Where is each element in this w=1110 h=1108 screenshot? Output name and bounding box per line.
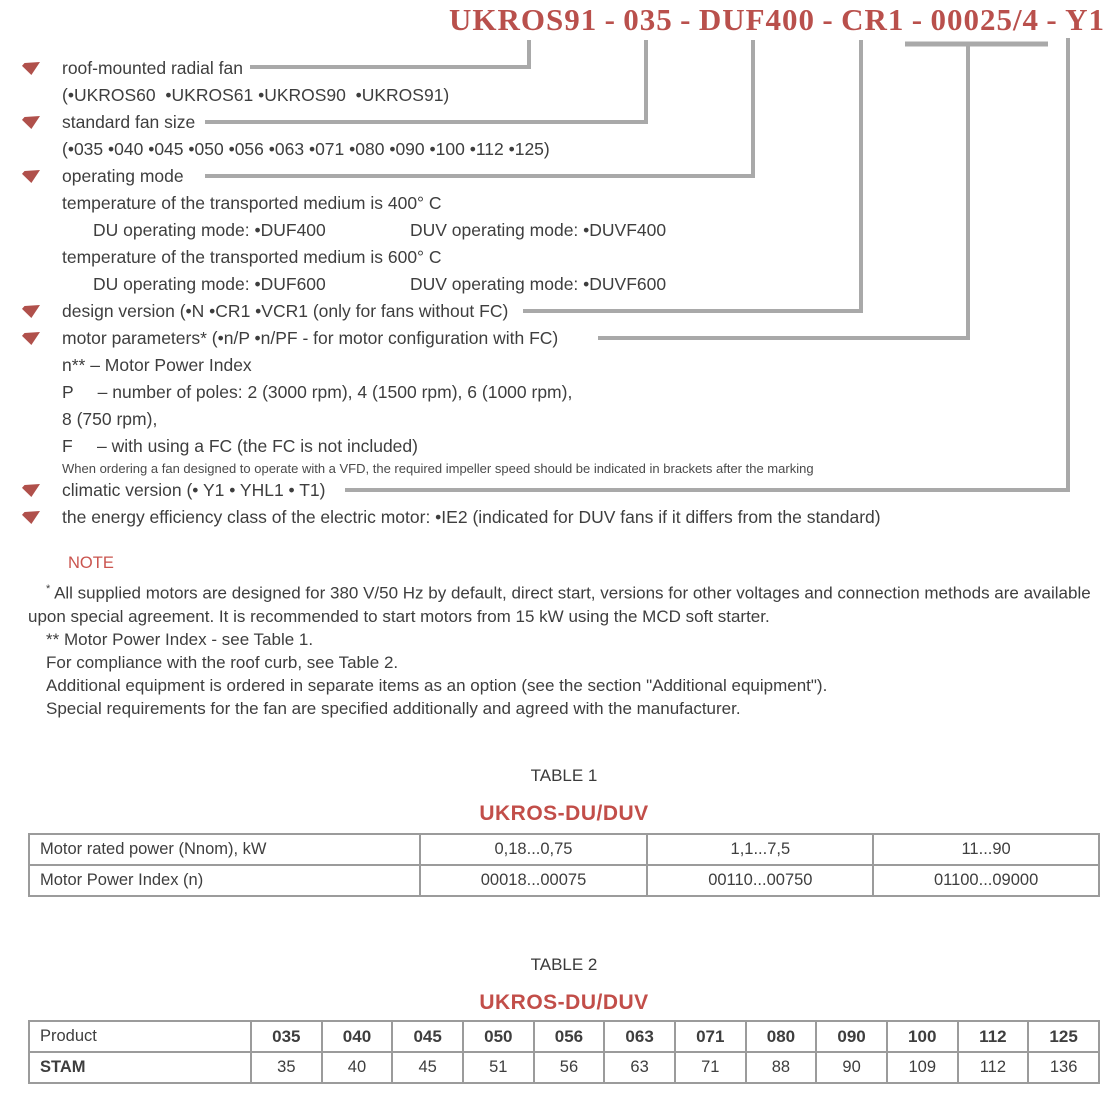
table-cell: 125 [1028,1021,1099,1052]
table-cell: 100 [887,1021,958,1052]
table1-motor-power [28,833,1100,897]
note-text: All supplied motors are designed for 380 V/50 Hz by default, direct start, versions for other voltages and connection methods are available upon special agreement. It is recommended to start motors from 15 kW using the MCD soft starter. [28,583,1091,626]
spec-text: n** – Motor Power Index [62,355,252,375]
spec-text: operating mode [62,166,184,186]
table-cell: 090 [816,1021,887,1052]
spec-row-fan-size [0,109,1110,136]
note-line-additional-equipment: Additional equipment is ordered in separate items as an option (see the section "Additional equipment"). [46,675,828,695]
table-cell: 080 [746,1021,817,1052]
spec-row-fc [0,433,1110,460]
spec-text: DUV operating mode: •DUVF400 [410,220,667,240]
table-cell: 35 [251,1052,322,1083]
model-code-title [449,2,1105,38]
code-segment-design: CR1 [841,2,905,37]
list-marker-icon [22,484,40,497]
spec-row-temp-400 [0,190,1110,217]
table-cell: 00018...00075 [420,865,648,896]
code-separator: - [822,2,834,37]
spec-row-poles [0,379,1110,406]
table-cell: 045 [392,1021,463,1052]
table-cell: 056 [534,1021,605,1052]
note-label: NOTE [68,554,114,572]
spec-row-fan-type-options [0,82,1110,109]
note-line-roof-curb: For compliance with the roof curb, see Table 2. [46,652,399,672]
spec-text: roof-mounted radial fan [62,58,243,78]
table-cell: 56 [534,1052,605,1083]
list-marker-icon [22,511,40,524]
spec-text: DU operating mode: •DUF600 [93,274,326,294]
table-cell: 136 [1028,1052,1099,1083]
table-cell-header: Motor rated power (Nnom), kW [29,834,420,865]
code-segment-size: 035 [623,2,673,37]
table-row [29,1052,1099,1083]
table2-stam-compliance [28,1020,1100,1084]
table-cell: 11...90 [873,834,1099,865]
code-segment-climate: Y1 [1065,2,1105,37]
table-cell: 0,18...0,75 [420,834,648,865]
table-cell: 51 [463,1052,534,1083]
list-marker-icon [22,62,40,75]
spec-row-temp-600 [0,244,1110,271]
table-cell: 45 [392,1052,463,1083]
spec-row-design-version [0,298,1110,325]
spec-row-operating-mode [0,163,1110,190]
table1-label: TABLE 1 [530,766,598,785]
spec-row-vfd-note [0,460,1110,477]
table-cell: 01100...09000 [873,865,1099,896]
table-cell: 050 [463,1021,534,1052]
spec-text: When ordering a fan designed to operate with a VFD, the required impeller speed should be indicated in brackets after the marking [62,461,814,476]
list-marker-icon [22,170,40,183]
code-segment-series: UKROS91 [449,2,598,37]
spec-row-power-index [0,352,1110,379]
spec-list [0,55,1110,531]
spec-row-climatic-version [0,477,1110,504]
note-line-power-index: ** Motor Power Index - see Table 1. [46,629,314,649]
spec-text: 8 (750 rpm), [62,409,158,429]
table-cell: 063 [604,1021,675,1052]
table-cell: 040 [322,1021,393,1052]
table-cell: 90 [816,1052,887,1083]
note-paragraph-motors [28,578,1096,628]
spec-text: P – number of poles: 2 (3000 rpm), 4 (1500 rpm), 6 (1000 rpm), [62,382,573,402]
note-line-special-requirements: Special requirements for the fan are specified additionally and agreed with the manufacturer. [46,698,741,718]
table-cell-header: Product [29,1021,251,1052]
table-row [29,834,1099,865]
spec-text: climatic version (• Y1 • YHL1 • T1) [62,480,326,500]
table2-label: TABLE 2 [530,955,598,974]
code-separator: - [1046,2,1058,37]
footnote-asterisk: * [46,583,51,595]
spec-text: design version (•N •CR1 •VCR1 (only for fans without FC) [62,301,509,321]
spec-row-fan-type [0,55,1110,82]
code-segment-mode: DUF400 [698,2,816,37]
spec-row-poles-cont [0,406,1110,433]
spec-text: F – with using a FC (the FC is not included) [62,436,418,456]
spec-row-motor-parameters [0,325,1110,352]
spec-text: DU operating mode: •DUF400 [93,220,326,240]
spec-text: DUV operating mode: •DUVF600 [410,274,667,294]
spec-text: (•UKROS60 •UKROS61 •UKROS90 •UKROS91) [62,85,450,105]
spec-text: temperature of the transported medium is 600° C [62,247,442,267]
table-cell: 00110...00750 [647,865,873,896]
list-marker-icon [22,332,40,345]
table-cell-header: Motor Power Index (n) [29,865,420,896]
table-cell-header: STAM [29,1052,251,1083]
spec-row-modes-600 [0,271,1110,298]
spec-text: the energy efficiency class of the electric motor: •IE2 (indicated for DUV fans if it differs from the standard) [62,507,881,527]
table-cell: 40 [322,1052,393,1083]
spec-text: temperature of the transported medium is 400° C [62,193,442,213]
table-cell: 63 [604,1052,675,1083]
spec-text: motor parameters* (•n/P •n/PF - for motor configuration with FC) [62,328,559,348]
table-cell: 071 [675,1021,746,1052]
table-row [29,865,1099,896]
table-cell: 1,1...7,5 [647,834,873,865]
note-section [28,552,1096,720]
spec-row-modes-400 [0,217,1110,244]
table-cell: 109 [887,1052,958,1083]
table2-subtitle: UKROS-DU/DUV [479,991,649,1014]
table-cell: 88 [746,1052,817,1083]
spec-text: (•035 •040 •045 •050 •056 •063 •071 •080 •090 •100 •112 •125) [62,139,550,159]
code-separator: - [604,2,616,37]
table-cell: 035 [251,1021,322,1052]
spec-row-fan-size-options [0,136,1110,163]
code-separator: - [680,2,692,37]
list-marker-icon [22,305,40,318]
spec-text: standard fan size [62,112,196,132]
table-cell: 112 [958,1052,1029,1083]
table-row [29,1021,1099,1052]
spec-row-efficiency-class [0,504,1110,531]
code-segment-motor: 00025/4 [930,2,1040,37]
code-separator: - [911,2,924,37]
table-cell: 71 [675,1052,746,1083]
table-cell: 112 [958,1021,1029,1052]
table1-subtitle: UKROS-DU/DUV [479,802,649,825]
list-marker-icon [22,116,40,129]
